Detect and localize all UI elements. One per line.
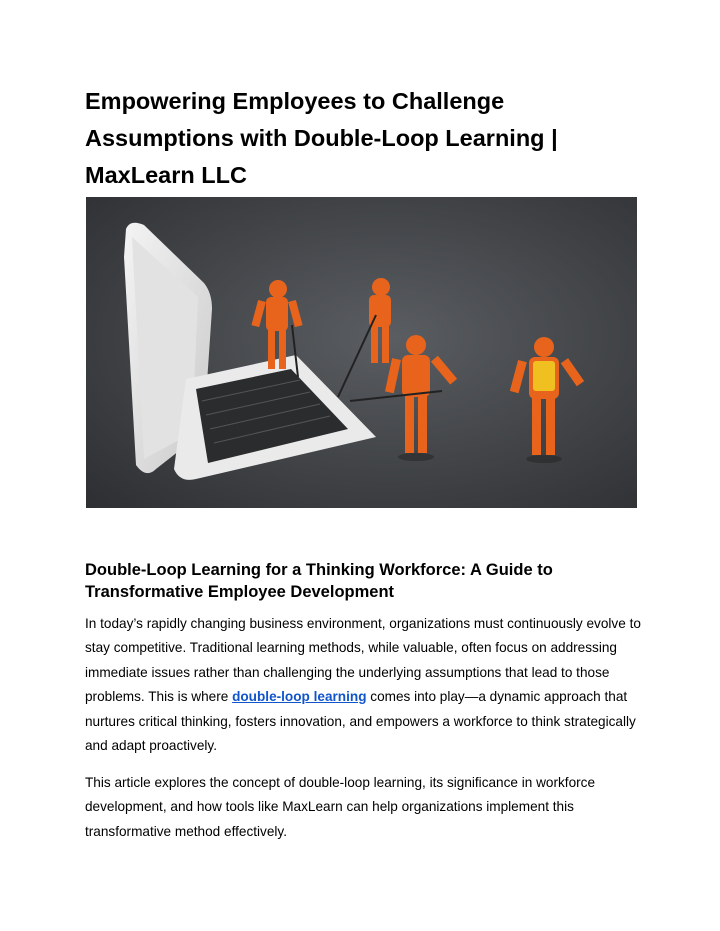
intro-text-before-link: In today’s rapidly changing business environment, organizations must continuously evolve to stay competitive. Traditional learning methods, while valuable, often focus on addressing immediate issues rather than challenging the underlying assumptions that lead to those problems. This is where: [85, 616, 641, 705]
section-heading: Double-Loop Learning for a Thinking Workforce: A Guide to Transformative Employee Development: [85, 561, 553, 601]
hero-illustration: [86, 197, 637, 508]
document-title: Empowering Employees to Challenge Assumptions with Double-Loop Learning | MaxLearn LLC: [85, 88, 558, 188]
double-loop-learning-link[interactable]: double-loop learning: [232, 689, 367, 705]
intro-paragraph: [85, 612, 645, 758]
hero-image: [86, 197, 637, 508]
intro-text-after-link: comes into play—a dynamic approach that nurtures critical thinking, fosters innovation, and empowers a workforce to think strategically and adapt proactively.: [85, 689, 636, 754]
overview-paragraph: This article explores the concept of double-loop learning, its significance in workforce development, and how tools like MaxLearn can help organizations implement this transformative method effectively.: [85, 775, 596, 839]
